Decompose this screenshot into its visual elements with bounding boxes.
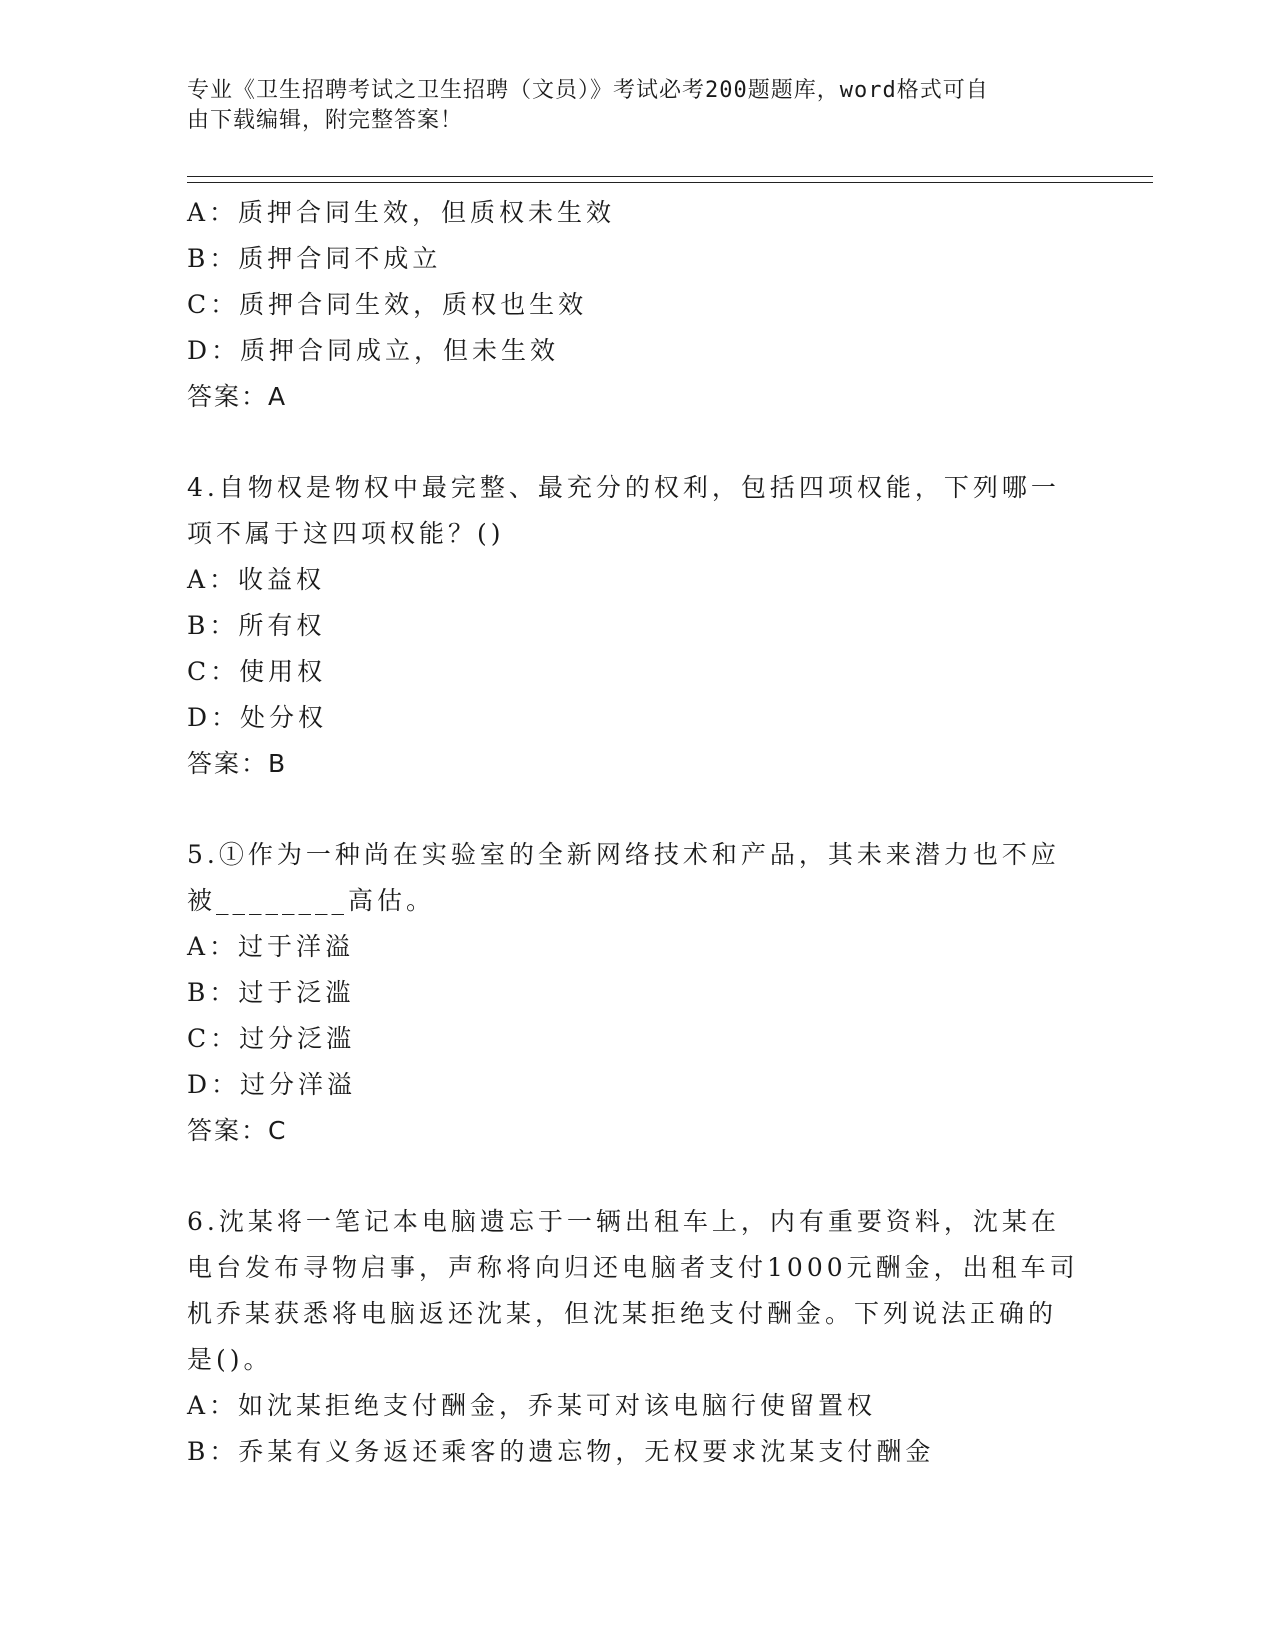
q5-stem-line-2: 被________高估。: [187, 886, 436, 915]
q6-stem-line-1: 6.沈某将一笔记本电脑遗忘于一辆出租车上，内有重要资料，沈某在: [187, 1207, 1060, 1236]
spacer: [187, 787, 1077, 832]
document-header: [187, 76, 1067, 136]
q5-answer: 答案：C: [187, 1116, 288, 1145]
question-6: [187, 1199, 1077, 1475]
q3-option-b: B：质押合同不成立: [187, 244, 442, 273]
question-4: [187, 465, 1077, 787]
q3-option-a: A：质押合同生效，但质权未生效: [187, 198, 616, 227]
q6-stem-line-2: 电台发布寻物启事，声称将向归还电脑者支付1000元酬金，出租车司: [187, 1253, 1079, 1282]
question-list: [187, 190, 1077, 1475]
q4-answer: 答案：B: [187, 749, 288, 778]
q4-option-a: A：收益权: [187, 565, 326, 594]
q6-option-a: A：如沈某拒绝支付酬金，乔某可对该电脑行使留置权: [187, 1391, 877, 1420]
header-divider-top: [187, 176, 1153, 177]
q3-option-c: C：质押合同生效，质权也生效: [187, 290, 588, 319]
header-divider-bottom: [187, 182, 1153, 183]
q6-option-b: B：乔某有义务返还乘客的遗忘物，无权要求沈某支付酬金: [187, 1437, 935, 1466]
q4-option-d: D：处分权: [187, 703, 328, 732]
q5-option-c: C：过分泛滥: [187, 1024, 356, 1053]
spacer: [187, 420, 1077, 465]
q5-option-a: A：过于洋溢: [187, 932, 355, 961]
question-3: [187, 190, 1077, 420]
q4-stem-line-1: 4.自物权是物权中最完整、最充分的权利，包括四项权能，下列哪一: [187, 473, 1060, 502]
q4-stem-line-2: 项不属于这四项权能？(): [187, 519, 505, 548]
header-line-2: 由下载编辑，附完整答案！: [187, 108, 464, 133]
spacer: [187, 1154, 1077, 1199]
q6-stem-line-3: 机乔某获悉将电脑返还沈某，但沈某拒绝支付酬金。下列说法正确的: [187, 1299, 1058, 1328]
header-line-1: 专业《卫生招聘考试之卫生招聘（文员）》考试必考200题题库，word格式可自: [187, 78, 989, 103]
q5-stem-line-1: 5.①作为一种尚在实验室的全新网络技术和产品，其未来潜力也不应: [187, 840, 1060, 869]
question-5: [187, 832, 1077, 1154]
q6-stem-line-4: 是()。: [187, 1345, 273, 1374]
q4-option-c: C：使用权: [187, 657, 327, 686]
q3-answer: 答案：A: [187, 382, 288, 411]
q3-option-d: D：质押合同成立，但未生效: [187, 336, 560, 365]
q5-option-b: B：过于泛滥: [187, 978, 355, 1007]
q5-option-d: D：过分洋溢: [187, 1070, 357, 1099]
q4-option-b: B：所有权: [187, 611, 326, 640]
